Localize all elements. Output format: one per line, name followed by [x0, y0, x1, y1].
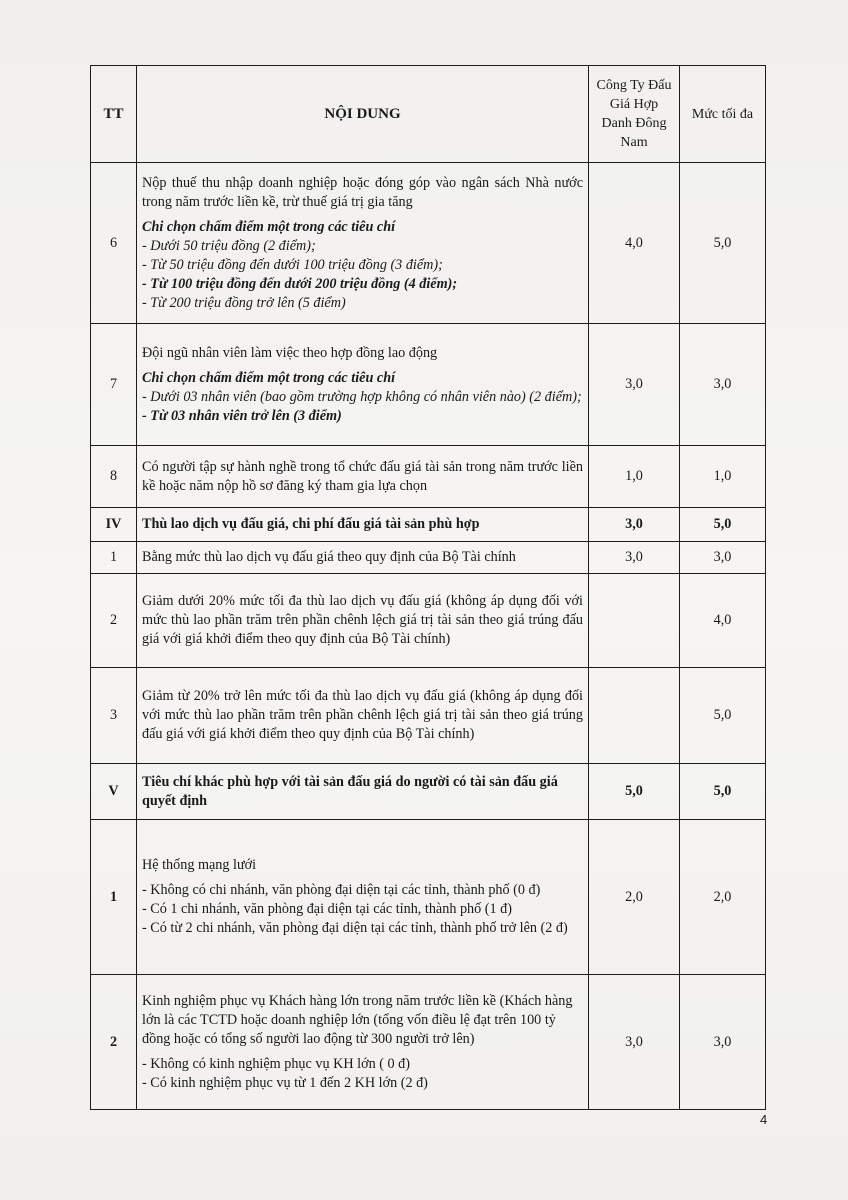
- header-max: Mức tối đa: [680, 66, 766, 163]
- max-score: 4,0: [680, 574, 766, 668]
- company-score: 1,0: [589, 446, 680, 508]
- row-text: - Có từ 2 chi nhánh, văn phòng đại diện tại các tỉnh, thành phố trở lên (2 đ): [142, 920, 568, 936]
- row-content: [137, 764, 589, 820]
- table-row: [91, 163, 766, 324]
- max-score: 5,0: [680, 508, 766, 542]
- row-number: V: [91, 764, 137, 820]
- table-row: [91, 446, 766, 508]
- company-score: 3,0: [589, 975, 680, 1110]
- company-score: 3,0: [589, 324, 680, 446]
- table-header-row: [91, 66, 766, 163]
- row-text: - Không có chi nhánh, văn phòng đại diện tại các tỉnh, thành phố (0 đ): [142, 882, 541, 898]
- row-content: [137, 446, 589, 508]
- company-score: [589, 668, 680, 764]
- max-score: 1,0: [680, 446, 766, 508]
- table-row: [91, 820, 766, 975]
- header-company: Công Ty Đấu Giá Hợp Danh Đông Nam: [589, 66, 680, 163]
- row-text: Có người tập sự hành nghề trong tổ chức đấu giá tài sản trong năm trước liền kề hoặc năm nộp hồ sơ đăng ký tham gia lựa chọn: [142, 458, 583, 494]
- row-number: 2: [91, 975, 137, 1110]
- row-text: - Từ 50 triệu đồng đến dưới 100 triệu đồng (3 điểm);: [142, 256, 443, 273]
- row-number: IV: [91, 508, 137, 542]
- row-content: [137, 574, 589, 668]
- row-content: [137, 508, 589, 542]
- row-text: Tiêu chí khác phù hợp với tài sản đấu giá do người có tài sản đấu giá quyết định: [142, 773, 558, 809]
- header-content: NỘI DUNG: [137, 66, 589, 163]
- max-score: 3,0: [680, 542, 766, 574]
- row-number: 2: [91, 574, 137, 668]
- table-row-section: [91, 508, 766, 542]
- row-content: [137, 542, 589, 574]
- row-text: - Có kinh nghiệm phục vụ từ 1 đến 2 KH lớn (2 đ): [142, 1074, 428, 1091]
- row-content: [137, 163, 589, 324]
- table-row: [91, 542, 766, 574]
- scoring-table: [90, 65, 766, 1110]
- header-tt: TT: [91, 66, 137, 163]
- row-number: 1: [91, 820, 137, 975]
- row-text: Nộp thuế thu nhập doanh nghiệp hoặc đóng góp vào ngân sách Nhà nước trong năm trước liền kề, trừ thuế giá trị gia tăng: [142, 174, 583, 210]
- max-score: 5,0: [680, 163, 766, 324]
- table-row: [91, 324, 766, 446]
- company-score: 5,0: [589, 764, 680, 820]
- table-body: [91, 163, 766, 1110]
- row-number: 6: [91, 163, 137, 324]
- row-text: - Từ 03 nhân viên trở lên (3 điểm): [142, 407, 342, 424]
- company-score: 4,0: [589, 163, 680, 324]
- row-content: [137, 324, 589, 446]
- company-score: [589, 574, 680, 668]
- row-text: Hệ thống mạng lưới: [142, 857, 257, 873]
- max-score: 5,0: [680, 668, 766, 764]
- row-number: 7: [91, 324, 137, 446]
- page-number: 4: [760, 1112, 768, 1127]
- max-score: 3,0: [680, 324, 766, 446]
- max-score: 5,0: [680, 764, 766, 820]
- row-text: - Không có kinh nghiệm phục vụ KH lớn ( 0 đ): [142, 1055, 410, 1072]
- row-text: Bằng mức thù lao dịch vụ đấu giá theo quy định của Bộ Tài chính: [142, 549, 516, 565]
- row-text: - Từ 100 triệu đồng đến dưới 200 triệu đồng (4 điểm);: [142, 275, 458, 292]
- table-row: [91, 975, 766, 1110]
- row-content: [137, 668, 589, 764]
- row-text: Kinh nghiệm phục vụ Khách hàng lớn trong năm trước liền kề (Khách hàng lớn là các TCTD hoặc doanh nghiệp lớn (tổng vốn điều lệ đạt trên 100 tỷ đồng hoặc có tổng số người lao động từ 300 người trở lên): [142, 992, 573, 1047]
- row-number: 3: [91, 668, 137, 764]
- row-number: 1: [91, 542, 137, 574]
- row-content: [137, 820, 589, 975]
- row-text: Đội ngũ nhân viên làm việc theo hợp đồng lao động: [142, 344, 438, 361]
- max-score: 3,0: [680, 975, 766, 1110]
- table-row-section: [91, 764, 766, 820]
- row-number: 8: [91, 446, 137, 508]
- row-text: Giảm từ 20% trở lên mức tối đa thù lao dịch vụ đấu giá (không áp dụng đối với mức thù lao phần trăm trên phần chênh lệch giá trị tài sản theo giá trúng đấu giá với giá khởi điểm theo quy định của Bộ Tài chính): [142, 688, 583, 742]
- row-text: - Có 1 chi nhánh, văn phòng đại diện tại các tỉnh, thành phố (1 đ): [142, 901, 512, 917]
- table-row: [91, 574, 766, 668]
- company-score: 3,0: [589, 508, 680, 542]
- max-score: 2,0: [680, 820, 766, 975]
- row-text: Chi chọn chấm điểm một trong các tiêu chí: [142, 218, 396, 235]
- row-text: - Dưới 03 nhân viên (bao gồm trường hợp không có nhân viên nào) (2 điểm);: [142, 388, 582, 405]
- company-score: 3,0: [589, 542, 680, 574]
- row-text: Chi chọn chấm điểm một trong các tiêu chí: [142, 369, 396, 386]
- row-content: [137, 975, 589, 1110]
- row-text: Thù lao dịch vụ đấu giá, chi phí đấu giá tài sản phù hợp: [142, 516, 480, 532]
- row-text: - Dưới 50 triệu đồng (2 điểm);: [142, 237, 316, 254]
- row-text: - Từ 200 triệu đồng trở lên (5 điểm): [142, 294, 346, 311]
- company-score: 2,0: [589, 820, 680, 975]
- row-text: Giảm dưới 20% mức tối đa thù lao dịch vụ đấu giá (không áp dụng đối với mức thù lao phần trăm trên phần chênh lệch giá trị tài sản theo giá trúng đấu giá với giá khởi điểm theo quy định của Bộ Tài chính): [142, 593, 583, 647]
- table-row: [91, 668, 766, 764]
